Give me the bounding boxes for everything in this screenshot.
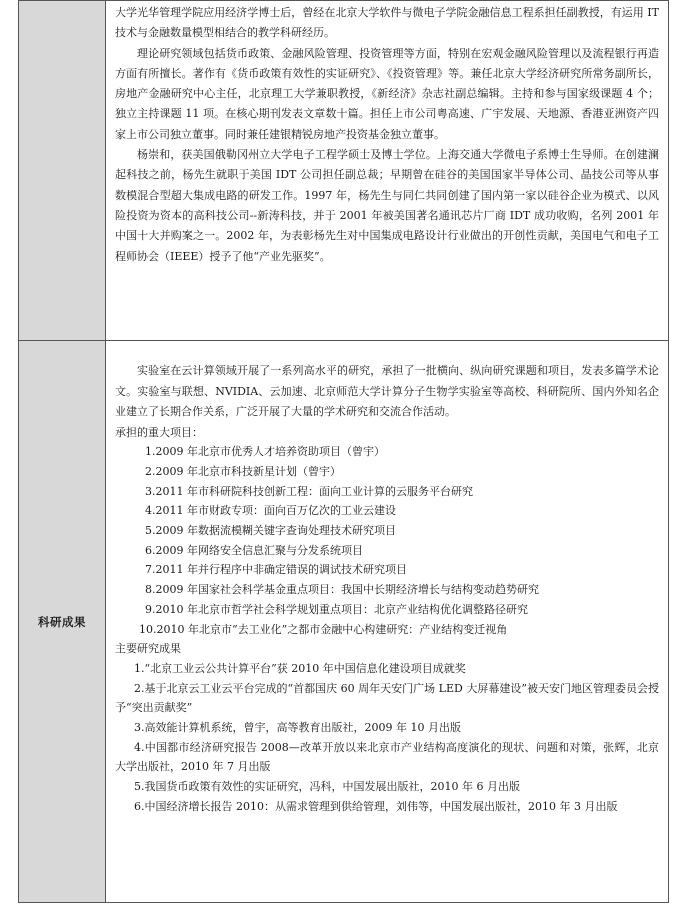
results-heading: 主要研究成果 <box>115 642 181 656</box>
list-item: 3.高效能计算机系统，曾宇，高等教育出版社，2009 年 10 月出版 <box>134 721 461 735</box>
research-row <box>19 341 669 903</box>
bio-label-cell <box>19 1 106 341</box>
bio-paragraph-3: 杨崇和，获美国俄勒冈州立大学电子工程学硕士及博士学位。上海交通大学微电子系博士生导师。在创建澜起科技之前，杨先生就职于美国 IDT 公司担任副总裁；早期曾在硅谷的美国国家半导体公司、晶技公司等从事数模混合型超大集成电路的研发工作。1997 年，杨先生与同仁共同创建了国内第一家以硅谷企业为模式、以风险投资为资本的高科技公司--新涛科技，并于 2001 年被美国著名通讯芯片厂商 IDT 成功收购，名列 2001 年中国十大并购案之一。2002 年，为表彰杨先生对中国集成电路设计行业做出的开创性贡献，美国电气和电子工程师协会（IEEE）授予了他“产业先驱奖”。 <box>115 148 659 263</box>
list-item: 5.我国货币政策有效性的实证研究，冯科，中国发展出版社，2010 年 6 月出版 <box>134 780 520 794</box>
list-item: 4.2011 年市财政专项：面向百万亿次的工业云建设 <box>145 504 396 518</box>
research-label-cell <box>19 341 106 903</box>
spacer <box>115 343 659 361</box>
list-item: 10.2010 年北京市“去工业化”之都市金融中心构建研究：产业结构变迁视角 <box>139 622 508 636</box>
list-item: 9.2010 年北京市哲学社会科学规划重点项目：北京产业结构优化调整路径研究 <box>145 602 528 616</box>
profile-table <box>18 0 669 903</box>
list-item: 8.2009 年国家社会科学基金重点项目：我国中长期经济增长与结构变动趋势研究 <box>145 583 539 597</box>
major-projects-heading: 承担的重大项目： <box>115 425 203 439</box>
bio-paragraph-2: 理论研究领域包括货币政策、金融风险管理、投资管理等方面，特别在宏观金融风险管理以及流程银行再造方面有所擅长。著作有《货币政策有效性的实证研究》、《投资管理》等。兼任北京大学经济研究所常务副所长，房地产金融研究中心主任，北京理工大学兼职教授，《新经济》杂志社副总编辑。主持和参与国家级课题 4 个；独立主持课题 11 项。在核心期刊发表文章数十篇。担任上市公司粤高速、广宇发展、天地源、香港亚洲资产四家上市公司独立董事。同时兼任建银精锐房地产投资基金独立董事。 <box>115 46 659 141</box>
research-intro: 实验室在云计算领域开展了一系列高水平的研究，承担了一批横向、纵向研究课题和项目，发表多篇学术论文。实验室与联想、NVIDIA、云加速、北京师范大学计算分子生物学实验室等高校、科研院所、国内外知名企业建立了长期合作关系，广泛开展了大量的学术研究和交流合作活动。 <box>115 364 659 418</box>
list-item: 7.2011 年并行程序中非确定错误的调试技术研究项目 <box>145 563 407 577</box>
bio-content-cell <box>106 1 669 341</box>
list-item: 6.中国经济增长报告 2010：从需求管理到供给管理，刘伟等，中国发展出版社，2010 年 3 月出版 <box>134 799 618 813</box>
list-item: 2.2009 年北京市科技新星计划（曾宇） <box>145 464 341 478</box>
results-list <box>115 659 659 817</box>
research-content-cell <box>106 341 669 903</box>
list-item: 5.2009 年数据流模糊关键字查询处理技术研究项目 <box>145 524 396 538</box>
list-item: 4.中国都市经济研究报告 2008—改革开放以来北京市产业结构高度演化的现状、问题和对策，张辉，北京大学出版社，2010 年 7 月出版 <box>115 740 659 774</box>
bio-paragraph-1: 大学光华管理学院应用经济学博士后，曾经在北京大学软件与微电子学院金融信息工程系担任副教授，有运用 IT 技术与金融数量模型相结合的教学科研经历。 <box>115 6 659 40</box>
list-item: 1.2009 年北京市优秀人才培养资助项目（曾宇） <box>145 445 385 459</box>
list-item: 1.“北京工业云公共计算平台”获 2010 年中国信息化建设项目成就奖 <box>134 661 466 675</box>
list-item: 2.基于北京云工业云平台完成的“首都国庆 60 周年天安门广场 LED 大屏幕建设”被天安门地区管理委员会授予“突出贡献奖” <box>115 681 659 715</box>
list-item: 6.2009 年网络安全信息汇聚与分发系统项目 <box>145 543 363 557</box>
bio-row <box>19 1 669 341</box>
list-item: 3.2011 年市科研院科技创新工程：面向工业计算的云服务平台研究 <box>145 484 473 498</box>
section-label: 科研成果 <box>38 614 86 629</box>
major-projects-list <box>115 442 659 639</box>
